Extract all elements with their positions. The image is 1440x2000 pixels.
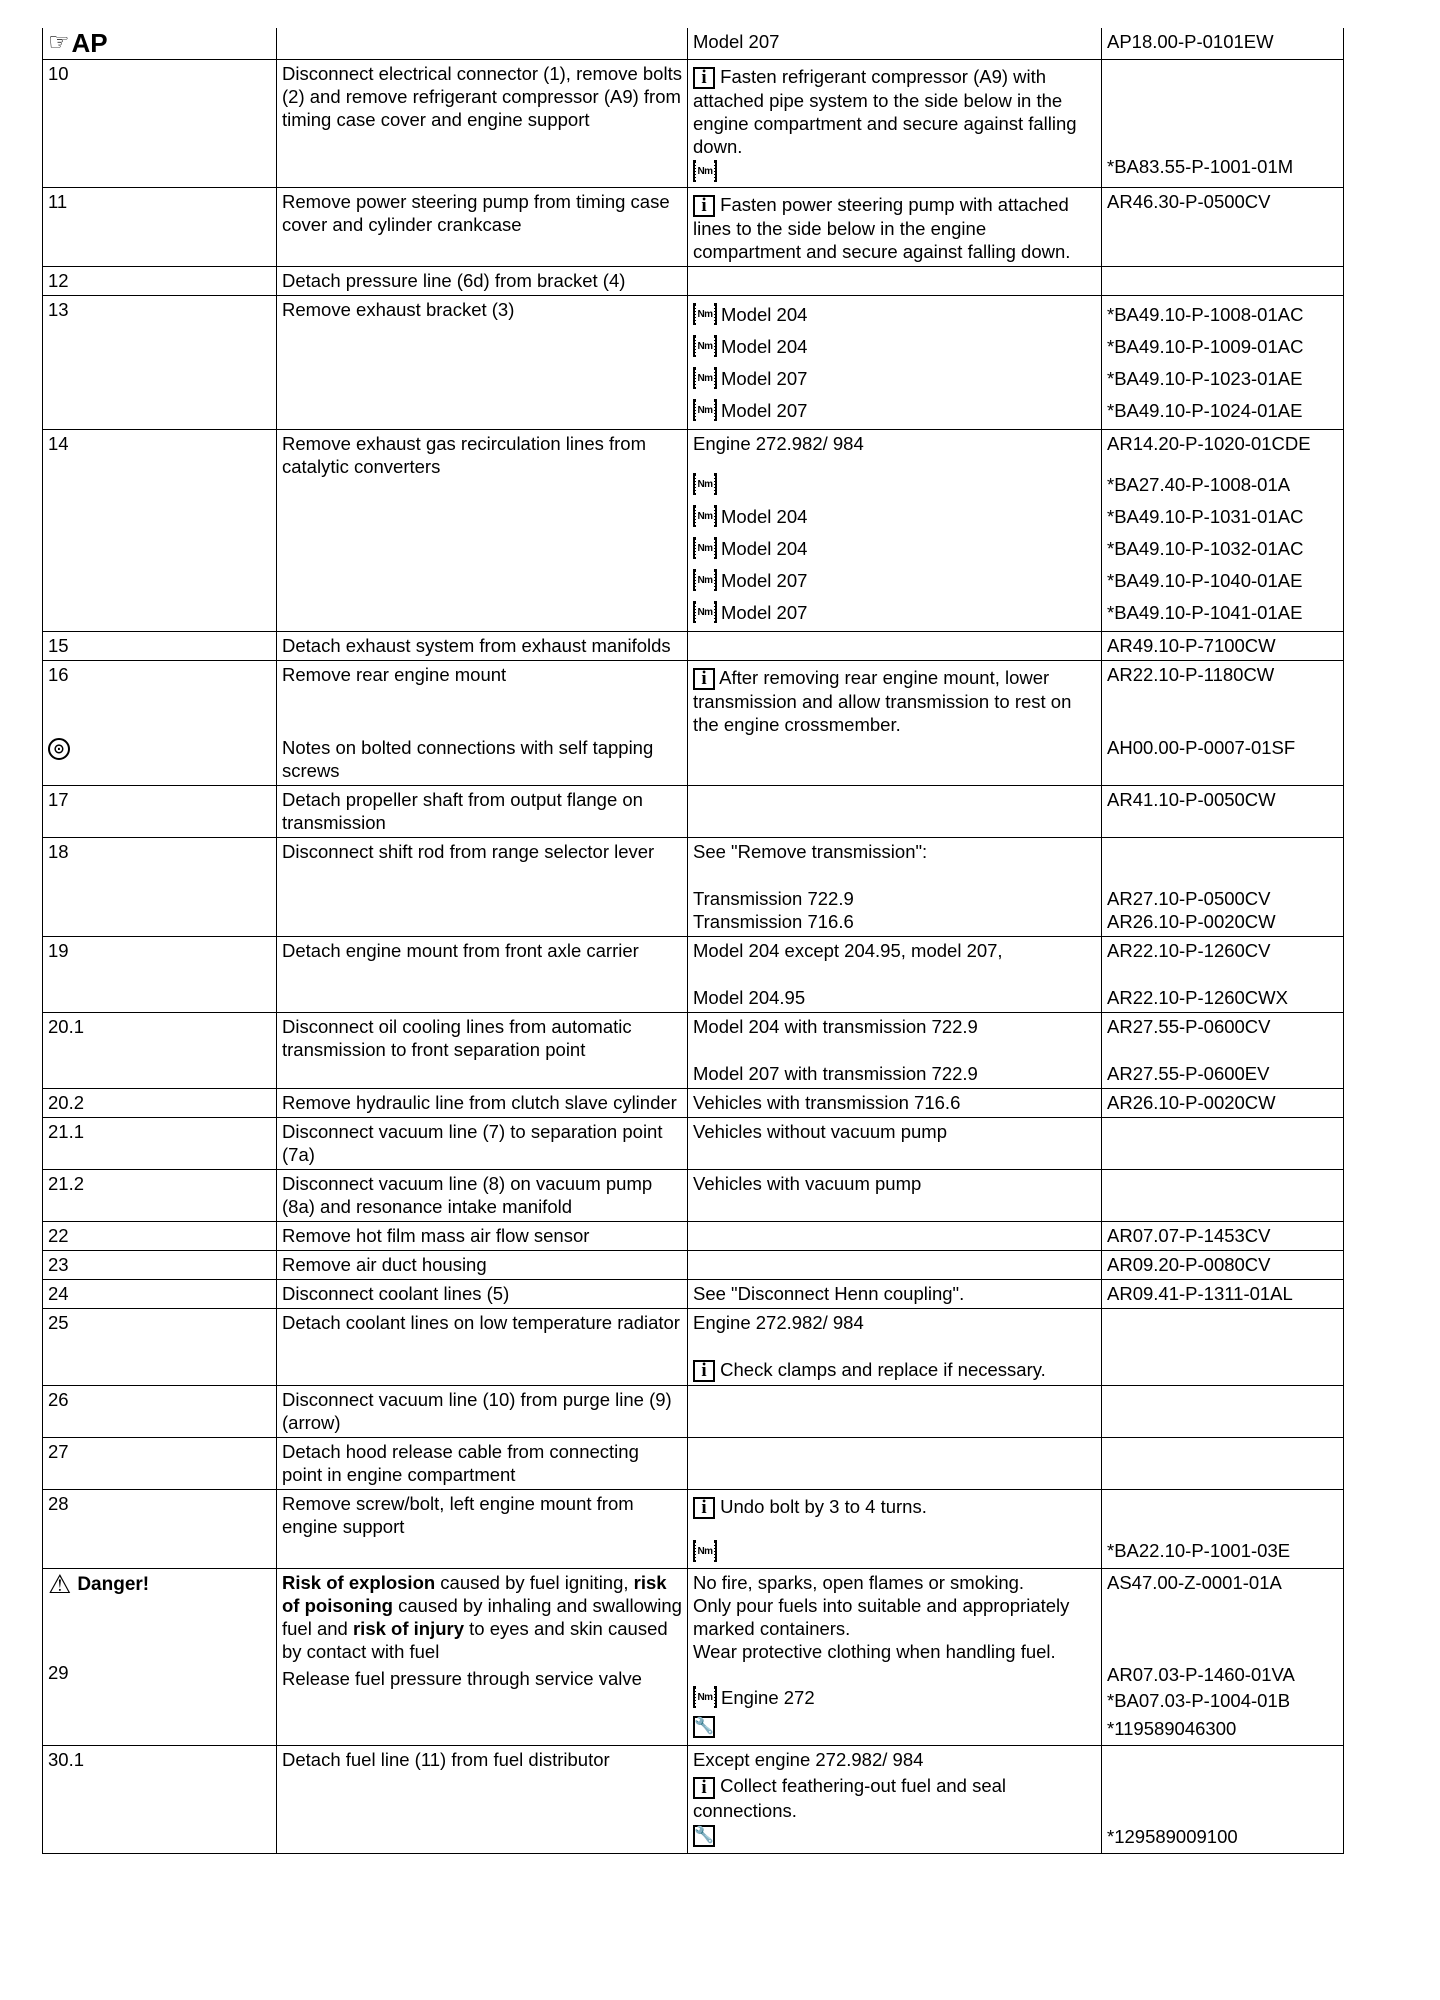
torque-nm-icon[interactable]: Nm	[693, 303, 717, 325]
info-icon: i	[693, 67, 715, 89]
step-reference[interactable]: AS47.00-Z-0001-01A	[1107, 1572, 1282, 1594]
torque-nm-icon[interactable]: Nm	[693, 335, 717, 357]
step-action: Disconnect coolant lines (5)	[277, 1280, 688, 1309]
step-reference[interactable]: AR49.10-P-7100CW	[1102, 632, 1344, 661]
torque-nm-icon[interactable]: Nm	[693, 367, 717, 389]
step-number: 20.1	[43, 1013, 277, 1089]
step-note: Check clamps and replace if necessary.	[720, 1359, 1046, 1381]
step-subaction: Notes on bolted connections with self tapping screws	[282, 737, 654, 782]
step-reference[interactable]: *BA07.03-P-1004-01B	[1107, 1689, 1291, 1711]
see-note: See "Remove transmission":	[693, 841, 928, 863]
step-condition: Vehicles with vacuum pump	[688, 1170, 1102, 1222]
step-action: Disconnect vacuum line (10) from purge line (9) (arrow)	[277, 1386, 688, 1438]
torque-nm-icon[interactable]: Nm	[693, 1540, 717, 1562]
step-number: 28	[43, 1490, 277, 1569]
step-condition: Vehicles without vacuum pump	[688, 1118, 1102, 1170]
table-row	[43, 937, 1344, 1013]
danger-risk-explosion: Risk of explosion	[282, 1572, 436, 1594]
table-row	[43, 1386, 1344, 1438]
torque-nm-icon[interactable]: Nm	[693, 399, 717, 421]
step-number: 27	[43, 1438, 277, 1490]
table-row	[43, 1438, 1344, 1490]
transmission-item: Transmission 722.9	[693, 888, 854, 910]
pointing-hand-icon: ☞	[48, 29, 70, 56]
table-row	[43, 661, 1344, 786]
step-number: 20.2	[43, 1089, 277, 1118]
step-action: Detach engine mount from front axle carrier	[277, 937, 688, 1013]
step-reference[interactable]: AR09.20-P-0080CV	[1102, 1251, 1344, 1280]
step-reference[interactable]: AR46.30-P-0500CV	[1102, 188, 1344, 267]
step-reference[interactable]: AR09.41-P-1311-01AL	[1102, 1280, 1344, 1309]
model-condition: Model 204.95	[693, 987, 806, 1009]
step-number: 26	[43, 1386, 277, 1438]
step-number: 16	[48, 664, 69, 686]
header-model: Model 207	[688, 28, 1102, 60]
step-action: Detach pressure line (6d) from bracket (4)	[277, 267, 688, 296]
torque-nm-icon[interactable]: Nm	[693, 160, 717, 182]
step-action: Remove air duct housing	[277, 1251, 688, 1280]
procedure-table	[42, 28, 1344, 1854]
step-action: Detach hood release cable from connecting point in engine compartment	[277, 1438, 688, 1490]
model-item: Model 204	[721, 537, 808, 559]
table-row	[43, 60, 1344, 188]
model-item: Model 207	[721, 367, 808, 389]
special-tool-icon[interactable]: 🔧	[693, 1825, 715, 1847]
table-row	[43, 1569, 1344, 1746]
transmission-item: Transmission 716.6	[693, 911, 854, 933]
step-reference[interactable]: *BA49.10-P-1031-01AC	[1107, 505, 1304, 527]
table-row	[43, 296, 1344, 430]
step-action: Remove exhaust bracket (3)	[277, 296, 688, 430]
step-number: 21.1	[43, 1118, 277, 1170]
step-action: Remove hydraulic line from clutch slave cylinder	[277, 1089, 688, 1118]
step-reference[interactable]: AR27.10-P-0500CV	[1107, 888, 1271, 910]
step-number: 14	[43, 430, 277, 632]
step-number: 29	[48, 1662, 69, 1684]
danger-risk-injury: risk of injury	[352, 1618, 465, 1640]
step-reference[interactable]: *BA27.40-P-1008-01A	[1107, 473, 1291, 495]
step-note: Collect feathering-out fuel and seal connections.	[693, 1775, 1007, 1821]
danger-label: Danger!	[77, 1573, 150, 1595]
danger-label-group	[48, 1569, 271, 1600]
step-number: 25	[43, 1309, 277, 1386]
step-action: Release fuel pressure through service valve	[282, 1668, 642, 1690]
table-row	[43, 1280, 1344, 1309]
torque-nm-icon[interactable]: Nm	[693, 1686, 717, 1708]
torque-nm-icon[interactable]: Nm	[693, 537, 717, 559]
step-action: Detach fuel line (11) from fuel distributor	[277, 1746, 688, 1854]
engine-condition: Engine 272.982/ 984	[693, 1312, 864, 1334]
step-reference[interactable]: *BA49.10-P-1032-01AC	[1107, 537, 1304, 559]
step-reference[interactable]: AR14.20-P-1020-01CDE	[1107, 433, 1311, 455]
step-reference[interactable]: AR22.10-P-1260CV	[1107, 940, 1271, 962]
header-row	[43, 28, 1344, 60]
step-reference[interactable]: AR26.10-P-0020CW	[1107, 911, 1276, 933]
step-reference[interactable]: *BA49.10-P-1041-01AE	[1107, 601, 1303, 623]
info-icon: i	[693, 195, 715, 217]
step-action: Remove screw/bolt, left engine mount from engine support	[277, 1490, 688, 1569]
step-reference[interactable]: AR22.10-P-1180CW	[1107, 664, 1275, 686]
step-reference[interactable]: *BA22.10-P-1001-03E	[1107, 1539, 1291, 1561]
model-condition: Model 204 except 204.95, model 207,	[693, 940, 1003, 962]
torque-nm-icon[interactable]: Nm	[693, 505, 717, 527]
step-number: 21.2	[43, 1170, 277, 1222]
danger-measure: No fire, sparks, open flames or smoking.	[693, 1572, 1025, 1594]
torque-nm-icon[interactable]: Nm	[693, 569, 717, 591]
model-item: Model 204	[721, 505, 808, 527]
table-row	[43, 1170, 1344, 1222]
danger-text: Risk of explosion caused by fuel igniting, risk of poisoning caused by inhaling and swallowing fuel and risk of injury to eyes and skin caused by contact with fuel	[282, 1572, 682, 1663]
table-row	[43, 430, 1344, 632]
step-note: After removing rear engine mount, lower transmission and allow transmission to rest on the engine crossmember.	[693, 667, 1072, 736]
model-condition: Model 207 with transmission 722.9	[693, 1063, 978, 1085]
step-reference[interactable]: AH00.00-P-0007-01SF	[1107, 737, 1296, 759]
step-number: 12	[43, 267, 277, 296]
table-row	[43, 838, 1344, 937]
engine-condition: Engine 272.982/ 984	[693, 433, 864, 455]
step-note: Fasten refrigerant compressor (A9) with attached pipe system to the side below in the engine compartment and secure against falling down.	[693, 66, 1077, 158]
tool-reference[interactable]: *129589009100	[1107, 1825, 1238, 1847]
step-reference[interactable]: AR07.03-P-1460-01VA	[1107, 1664, 1295, 1686]
step-number: 11	[43, 188, 277, 267]
special-tool-icon[interactable]: 🔧	[693, 1716, 715, 1738]
model-item: Model 207	[721, 569, 808, 591]
step-number: 30.1	[43, 1746, 277, 1854]
step-action: Detach coolant lines on low temperature radiator	[277, 1309, 688, 1386]
step-condition: Vehicles with transmission 716.6	[688, 1089, 1102, 1118]
table-row	[43, 1118, 1344, 1170]
step-number: 18	[43, 838, 277, 937]
step-number: 17	[43, 786, 277, 838]
model-item: Model 204	[721, 303, 808, 325]
torque-nm-icon[interactable]: Nm	[693, 473, 717, 495]
step-action: Disconnect oil cooling lines from automatic transmission to front separation point	[277, 1013, 688, 1089]
step-action: Disconnect vacuum line (7) to separation point (7a)	[277, 1118, 688, 1170]
step-number: 23	[43, 1251, 277, 1280]
danger-measure: Wear protective clothing when handling fuel.	[693, 1641, 1056, 1663]
warning-triangle-icon: ⚠	[48, 1569, 72, 1600]
step-condition: Except engine 272.982/ 984	[693, 1749, 924, 1771]
step-reference[interactable]: AR07.07-P-1453CV	[1102, 1222, 1344, 1251]
engine-item: Engine 272	[721, 1686, 815, 1708]
table-row	[43, 1309, 1344, 1386]
table-row	[43, 632, 1344, 661]
step-action: Disconnect vacuum line (8) on vacuum pump (8a) and resonance intake manifold	[277, 1170, 688, 1222]
ap-badge: AP	[71, 28, 108, 58]
step-number: 24	[43, 1280, 277, 1309]
table-row	[43, 1746, 1344, 1854]
step-reference[interactable]: AR27.55-P-0600CV	[1107, 1016, 1271, 1038]
step-action: Remove hot film mass air flow sensor	[277, 1222, 688, 1251]
header-badge-cell	[43, 28, 277, 60]
torque-nm-icon[interactable]: Nm	[693, 601, 717, 623]
step-action: Detach exhaust system from exhaust manifolds	[277, 632, 688, 661]
info-icon: i	[693, 1777, 715, 1799]
danger-measure: Only pour fuels into suitable and appropriately marked containers.	[693, 1595, 1070, 1640]
tool-reference[interactable]: *119589046300	[1107, 1717, 1237, 1739]
step-number: 19	[43, 937, 277, 1013]
header-reference[interactable]: AP18.00-P-0101EW	[1102, 28, 1344, 60]
step-number: 10	[43, 60, 277, 188]
bolt-note-icon: ⊙	[48, 738, 70, 760]
step-reference[interactable]: AR27.55-P-0600EV	[1107, 1063, 1270, 1085]
step-reference[interactable]: *BA49.10-P-1040-01AE	[1107, 569, 1303, 591]
step-reference[interactable]: *BA49.10-P-1008-01AC	[1107, 303, 1304, 325]
model-item: Model 204	[721, 335, 808, 357]
model-item: Model 207	[721, 601, 808, 623]
model-item: Model 207	[721, 399, 808, 421]
table-row	[43, 1089, 1344, 1118]
info-icon: i	[693, 668, 715, 690]
step-condition: See "Disconnect Henn coupling".	[688, 1280, 1102, 1309]
step-action: Disconnect electrical connector (1), remove bolts (2) and remove refrigerant compressor (A9) from timing case cover and engine support	[277, 60, 688, 188]
table-row	[43, 1013, 1344, 1089]
info-icon: i	[693, 1360, 715, 1382]
danger-risk-poisoning: risk of poisoning	[282, 1572, 667, 1617]
step-note: Fasten power steering pump with attached lines to the side below in the engine compartment and secure against falling down.	[693, 194, 1071, 263]
step-action: Remove power steering pump from timing case cover and cylinder crankcase	[277, 188, 688, 267]
step-action: Remove rear engine mount	[282, 664, 507, 686]
table-row	[43, 1222, 1344, 1251]
step-number: 22	[43, 1222, 277, 1251]
table-row	[43, 188, 1344, 267]
step-reference[interactable]: AR22.10-P-1260CWX	[1107, 987, 1288, 1009]
table-row	[43, 1251, 1344, 1280]
table-row	[43, 1490, 1344, 1569]
step-reference[interactable]: *BA83.55-P-1001-01M	[1107, 156, 1294, 177]
info-icon: i	[693, 1497, 715, 1519]
step-number: 15	[43, 632, 277, 661]
step-reference[interactable]: AR26.10-P-0020CW	[1102, 1089, 1344, 1118]
step-reference[interactable]: *BA49.10-P-1024-01AE	[1107, 399, 1303, 421]
step-action: Detach propeller shaft from output flange on transmission	[277, 786, 688, 838]
table-row	[43, 786, 1344, 838]
step-action: Disconnect shift rod from range selector lever	[277, 838, 688, 937]
step-reference[interactable]: AR41.10-P-0050CW	[1102, 786, 1344, 838]
step-number: 13	[43, 296, 277, 430]
step-reference[interactable]: *BA49.10-P-1023-01AE	[1107, 367, 1303, 389]
step-reference[interactable]: *BA49.10-P-1009-01AC	[1107, 335, 1304, 357]
step-action: Remove exhaust gas recirculation lines from catalytic converters	[277, 430, 688, 632]
model-condition: Model 204 with transmission 722.9	[693, 1016, 978, 1038]
table-row	[43, 267, 1344, 296]
step-note: Undo bolt by 3 to 4 turns.	[720, 1496, 927, 1518]
